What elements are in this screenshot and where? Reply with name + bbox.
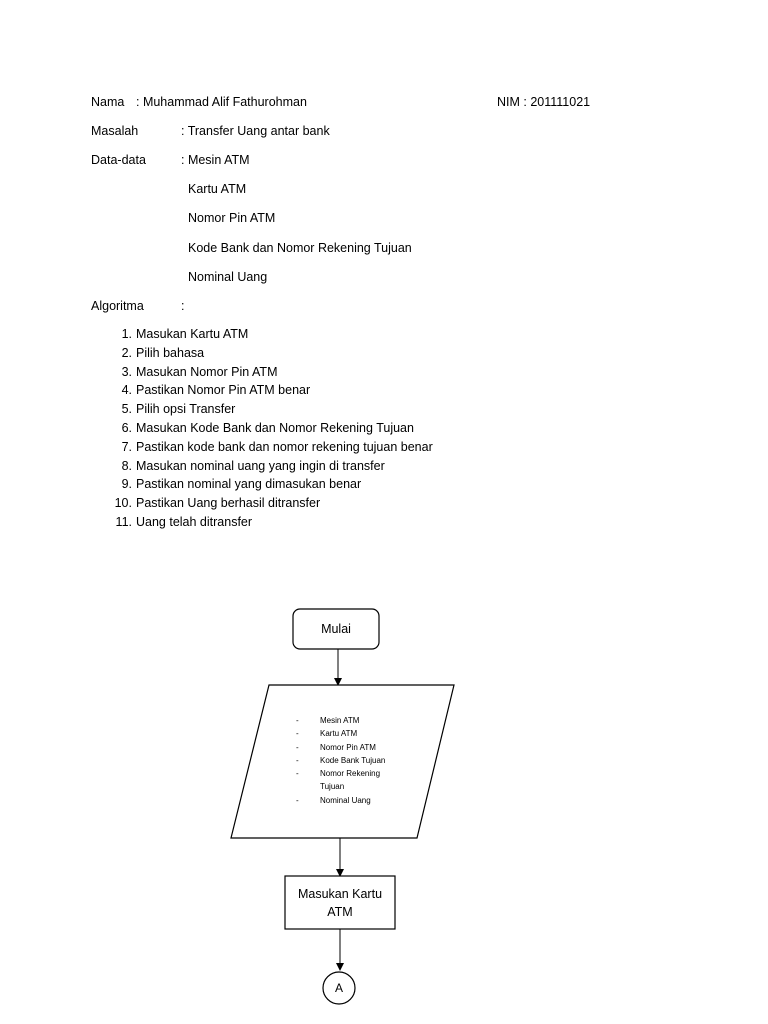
data-label: Data-data [91,153,146,167]
data-item-5: Nominal Uang [188,270,268,284]
step-text: Masukan Kartu ATM [136,327,249,341]
step-number: 3. [121,364,132,379]
step-number: 6. [121,420,132,435]
input-item-text: Nominal Uang [320,795,371,805]
bullet-dash: - [296,716,299,725]
connector-label: A [334,981,343,995]
data-item-3: Nomor Pin ATM [188,211,276,225]
step-text: Masukan Kode Bank dan Nomor Rekening Tujuan [136,420,414,435]
step-text: Uang telah ditransfer [136,514,253,529]
data-item-4: Kode Bank dan Nomor Rekening Tujuan [188,241,412,255]
bullet-dash: - [296,769,299,779]
step-number: 10. [114,496,132,511]
input-item-text: Kartu ATM [320,729,358,739]
step-text: Pilih bahasa [136,345,205,360]
step-number: 11. [115,514,132,529]
bullet-dash: - [296,742,299,752]
step-text: Pilih opsi Transfer [136,402,236,417]
input-item-text: Kode Bank Tujuan [320,755,386,765]
step-number: 7. [121,439,132,454]
data-item-1: : Mesin ATM [181,153,250,167]
step-text: Pastikan kode bank dan nomor rekening tujuan benar [136,439,433,454]
step-number: 4. [121,383,132,398]
step-text: Pastikan Nomor Pin ATM benar [136,383,311,398]
step-text: Pastikan nominal yang dimasukan benar [136,477,362,492]
input-item-text: Mesin ATM [320,716,360,725]
step-text: Masukan nominal uang yang ingin di transfer [136,458,385,473]
nama-value: : Muhammad Alif Fathurohman [136,95,307,109]
nama-label: Nama [91,95,125,109]
bullet-dash: - [296,755,299,765]
algoritma-label: Algoritma [91,299,144,313]
step-number: 1. [121,327,132,341]
bullet-dash: - [296,729,299,739]
input-item-text: Nomor Pin ATM [320,742,376,752]
step-number: 2. [121,345,132,360]
bullet-dash: - [296,795,299,805]
step-number: 8. [121,458,132,473]
masalah-label: Masalah [91,124,139,138]
start-label: Mulai [321,622,351,636]
step-text: Pastikan Uang berhasil ditransfer [136,496,321,511]
input-item-text: Nomor Rekening Tujuan [320,769,381,792]
step-number: 9. [121,477,132,492]
masalah-value: : Transfer Uang antar bank [181,124,330,138]
step-text: Masukan Nomor Pin ATM [136,364,278,379]
algoritma-colon: : [181,299,185,313]
data-item-2: Kartu ATM [188,182,247,196]
process-label: Masukan Kartu ATM [297,887,383,919]
nim-value: NIM : 201111021 [497,95,591,109]
step-number: 5. [121,402,132,417]
